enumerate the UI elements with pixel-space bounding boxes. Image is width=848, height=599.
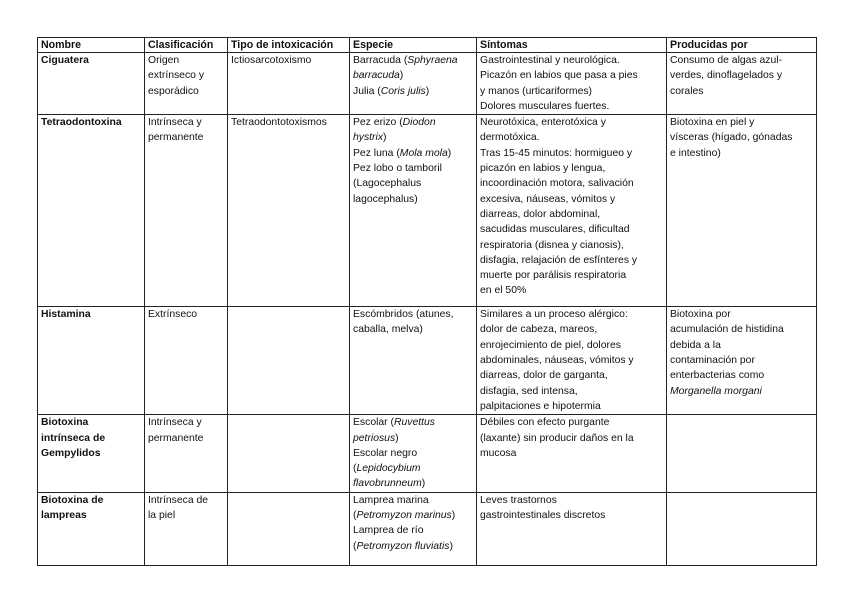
cell-clasificacion	[145, 415, 228, 492]
text-segment: Lamprea marina	[353, 494, 429, 506]
cell-nombre	[38, 415, 145, 492]
text-segment: )	[449, 540, 453, 552]
italic-species-name: Petromyzon marinus	[356, 510, 452, 522]
table-header-row	[38, 38, 817, 53]
cell-especie	[350, 115, 477, 307]
cell-line: mucosa	[480, 447, 517, 459]
text-segment: Lamprea de río	[353, 525, 424, 537]
text-segment: (	[353, 463, 357, 475]
cell-line: Consumo de algas azul-	[670, 55, 783, 66]
text-segment: Pez erizo (	[353, 117, 403, 129]
text-segment: )	[399, 70, 404, 82]
cell-line: Biotoxina	[41, 417, 89, 429]
cell-line: esporádico	[148, 85, 199, 97]
table-row	[38, 115, 817, 307]
italic-species-name: hystrix	[353, 132, 384, 144]
cell-line: corales	[670, 85, 704, 97]
cell-nombre	[38, 307, 145, 415]
cell-line	[353, 493, 473, 508]
cell-line: Leves trastornos	[480, 494, 557, 506]
cell-line: dolor de cabeza, mareos,	[480, 324, 598, 336]
cell-line: Extrínseco	[148, 309, 198, 321]
cell-line: Intrínseca y	[148, 417, 202, 429]
cell-line	[353, 176, 473, 191]
italic-species-name: Mola mola	[399, 147, 448, 159]
cell-line	[353, 461, 473, 476]
table-row	[38, 492, 817, 565]
cell-line	[353, 431, 473, 446]
cell-sintomas	[477, 492, 667, 565]
text-segment: Barracuda (	[353, 55, 408, 66]
text-segment: caballa, melva)	[353, 324, 423, 336]
cell-line: Similares a un proceso alérgico:	[480, 309, 628, 321]
cell-line: diarreas, dolor abdominal,	[480, 208, 601, 220]
cell-producidas	[667, 53, 817, 115]
cell-line	[670, 368, 813, 383]
text-segment: )	[447, 147, 452, 159]
cell-line	[353, 539, 473, 554]
text-segment: enterbacterias como	[670, 370, 765, 382]
cell-line: excesiva, náuseas, vómitos y	[480, 193, 616, 205]
cell-line: vísceras (hígado, gónadas	[670, 132, 793, 144]
italic-species-name: flavobrunneum	[353, 478, 422, 490]
cell-line: permanente	[148, 132, 204, 144]
cell-nombre	[38, 115, 145, 307]
italic-species-name: Diodon	[402, 117, 436, 129]
text-segment: (	[353, 510, 357, 522]
text-segment: Pez luna (	[353, 147, 400, 159]
cell-clasificacion	[145, 492, 228, 565]
header-especie: Especie	[350, 38, 477, 53]
cell-line: y manos (urticariformes)	[480, 85, 593, 97]
italic-species-name: Coris julis	[380, 85, 426, 97]
cell-producidas	[667, 115, 817, 307]
cell-line	[670, 353, 813, 368]
cell-tipo	[228, 492, 350, 565]
cell-line: disfagia, relajación de esfínteres y	[480, 254, 638, 266]
text-segment: lagocephalus	[353, 193, 415, 205]
cell-line	[353, 508, 473, 523]
cell-sintomas	[477, 53, 667, 115]
text-segment: Julia (	[353, 85, 381, 97]
cell-line: permanente	[148, 432, 204, 444]
cell-line: muerte por parálisis respiratoria	[480, 270, 627, 282]
cell-tipo	[228, 415, 350, 492]
table-row	[38, 53, 817, 115]
cell-line	[670, 322, 813, 337]
cell-line: Neurotóxica, enterotóxica y	[480, 117, 606, 129]
cell-line: lampreas	[41, 510, 87, 522]
text-segment: )	[421, 478, 426, 490]
cell-line	[353, 161, 473, 176]
header-sintomas: Síntomas	[477, 38, 667, 53]
italic-species-name: Ruvettus	[394, 417, 436, 429]
cell-nombre	[38, 492, 145, 565]
cell-line: Tras 15-45 minutos: hormigueo y	[480, 147, 633, 159]
header-tipo: Tipo de intoxicación	[228, 38, 350, 53]
cell-line: gastrointestinales discretos	[480, 510, 606, 522]
cell-line: dermotóxica.	[480, 132, 540, 144]
cell-line: Ictiosarcotoxismo	[231, 55, 312, 66]
cell-line	[670, 307, 813, 322]
italic-species-name: Morganella morgani	[670, 385, 762, 397]
cell-line	[353, 146, 473, 161]
text-segment: Biotoxina por	[670, 309, 731, 321]
cell-line: (laxante) sin producir daños en la	[480, 432, 634, 444]
cell-line: Biotoxina de	[41, 494, 104, 506]
cell-line	[353, 322, 473, 337]
text-segment: )	[451, 510, 456, 522]
cell-line: diarreas, dolor de garganta,	[480, 370, 608, 382]
cell-line: Ciguatera	[41, 55, 89, 66]
cell-clasificacion	[145, 53, 228, 115]
italic-species-name: Lepidocybium	[356, 463, 421, 475]
cell-line: picazón en labios y lengua,	[480, 163, 606, 175]
cell-line: Picazón en labios que pasa a pies	[480, 70, 638, 82]
cell-line: Tetraodontotoxismos	[231, 117, 327, 129]
cell-line: palpitaciones e hipotermia	[480, 400, 601, 412]
cell-line	[353, 446, 473, 461]
cell-producidas	[667, 307, 817, 415]
cell-line: Biotoxina en piel y	[670, 117, 755, 129]
cell-line: e intestino)	[670, 147, 721, 159]
cell-tipo	[228, 115, 350, 307]
text-segment: Escolar negro	[353, 447, 418, 459]
cell-line	[353, 307, 473, 322]
cell-especie	[350, 53, 477, 115]
cell-line	[353, 84, 473, 99]
cell-line: intrínseca de	[41, 432, 106, 444]
cell-line	[353, 53, 473, 68]
cell-clasificacion	[145, 307, 228, 415]
cell-line: Origen	[148, 55, 180, 66]
text-segment: (	[353, 540, 357, 552]
cell-especie	[350, 415, 477, 492]
cell-sintomas	[477, 115, 667, 307]
cell-line: Histamina	[41, 309, 91, 321]
cell-nombre	[38, 53, 145, 115]
cell-line	[670, 384, 813, 399]
cell-line	[670, 338, 813, 353]
cell-line: extrínseco y	[148, 70, 205, 82]
cell-line	[353, 130, 473, 145]
cell-line: la piel	[148, 510, 176, 522]
cell-line	[353, 523, 473, 538]
cell-line	[353, 476, 473, 491]
cell-line: verdes, dinoflagelados y	[670, 70, 783, 82]
cell-sintomas	[477, 307, 667, 415]
text-segment: )	[425, 85, 430, 97]
header-nombre: Nombre	[38, 38, 145, 53]
cell-producidas	[667, 492, 817, 565]
cell-line: Gastrointestinal y neurológica.	[480, 55, 620, 66]
cell-line: respiratoria (disnea y cianosis),	[480, 239, 624, 251]
text-segment: )	[414, 193, 418, 205]
cell-line	[353, 415, 473, 430]
intoxication-table	[37, 37, 817, 566]
cell-line: sacudidas musculares, dificultad	[480, 224, 630, 236]
text-segment: (Lagocephalus	[353, 178, 422, 190]
cell-line: incoordinación motora, salivación	[480, 178, 634, 190]
cell-tipo	[228, 53, 350, 115]
italic-species-name: barracuda	[353, 70, 400, 82]
header-clasificacion: Clasificación	[145, 38, 228, 53]
text-segment: acumulación de histidina	[670, 324, 784, 336]
cell-tipo	[228, 307, 350, 415]
cell-line: Dolores musculares fuertes.	[480, 100, 610, 112]
text-segment: Escolar (	[353, 417, 394, 429]
cell-line: enrojecimiento de piel, dolores	[480, 339, 621, 351]
cell-line: en el 50%	[480, 285, 527, 297]
cell-line	[353, 68, 473, 83]
cell-line: Intrínseca de	[148, 494, 209, 506]
cell-line: disfagia, sed intensa,	[480, 385, 578, 397]
cell-clasificacion	[145, 115, 228, 307]
cell-line	[353, 115, 473, 130]
text-segment: contaminación por	[670, 355, 755, 367]
cell-line: Tetraodontoxina	[41, 117, 122, 129]
italic-species-name: Petromyzon fluviatis	[356, 540, 450, 552]
table-row	[38, 307, 817, 415]
text-segment: Pez lobo o tamboril	[353, 163, 442, 175]
italic-species-name: petriosus	[353, 432, 396, 444]
table-row	[38, 415, 817, 492]
header-producidas: Producidas por	[667, 38, 817, 53]
cell-line	[353, 192, 473, 207]
text-segment: Escómbridos (atunes,	[353, 309, 454, 321]
cell-line: abdominales, náuseas, vómitos y	[480, 355, 634, 367]
italic-species-name: Sphyraena	[407, 55, 458, 66]
text-segment: )	[383, 132, 387, 144]
cell-line: Gempylidos	[41, 447, 101, 459]
cell-producidas	[667, 415, 817, 492]
text-segment: )	[395, 432, 399, 444]
cell-line: Débiles con efecto purgante	[480, 417, 610, 429]
cell-line: Intrínseca y	[148, 117, 202, 129]
text-segment: debida a la	[670, 339, 721, 351]
cell-especie	[350, 492, 477, 565]
cell-especie	[350, 307, 477, 415]
cell-sintomas	[477, 415, 667, 492]
